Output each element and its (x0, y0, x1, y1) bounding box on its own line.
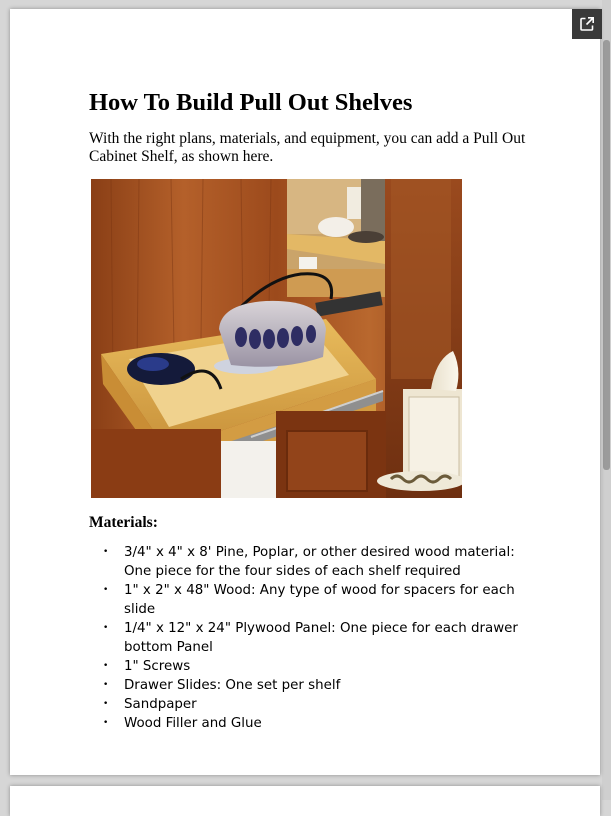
list-item (89, 695, 529, 714)
list-item (89, 581, 529, 619)
viewer-scrollbar[interactable] (602, 0, 611, 800)
bullet: • (103, 585, 109, 595)
bullet: • (103, 661, 109, 671)
material-text: 3/4" x 4" x 8' Pine, Poplar, or other desired wood material: One piece for the four sides of each shelf required (124, 545, 515, 579)
bullet: • (103, 699, 109, 709)
bullet: • (103, 547, 109, 557)
list-item (89, 619, 529, 657)
material-text: Sandpaper (124, 697, 197, 712)
list-item (89, 676, 529, 695)
scrollbar-thumb[interactable] (603, 40, 610, 470)
list-item (89, 543, 529, 581)
bullet: • (103, 623, 109, 633)
intro-paragraph: With the right plans, materials, and equipment, you can add a Pull Out Cabinet Shelf, as shown here. (89, 130, 526, 165)
material-text: Drawer Slides: One set per shelf (124, 678, 341, 693)
list-item (89, 657, 529, 676)
bullet: • (103, 718, 109, 728)
next-page (10, 786, 600, 816)
material-text: 1" x 2" x 48" Wood: Any type of wood for spacers for each slide (124, 583, 515, 617)
popout-button[interactable] (572, 9, 602, 39)
materials-list (89, 543, 529, 733)
material-text: 1/4" x 12" x 24" Plywood Panel: One piece for each drawer bottom Panel (124, 621, 518, 655)
list-item (89, 714, 529, 733)
pull-out-shelf-photo (91, 179, 462, 498)
pull-out-shelf-photo-drawing (91, 179, 462, 498)
document-page (10, 9, 600, 775)
material-text: 1" Screws (124, 659, 191, 674)
material-text: Wood Filler and Glue (124, 716, 262, 731)
bullet: • (103, 680, 109, 690)
materials-heading: Materials: (89, 514, 158, 531)
open-in-new-window-icon (579, 16, 595, 32)
page-title: How To Build Pull Out Shelves (89, 89, 413, 116)
